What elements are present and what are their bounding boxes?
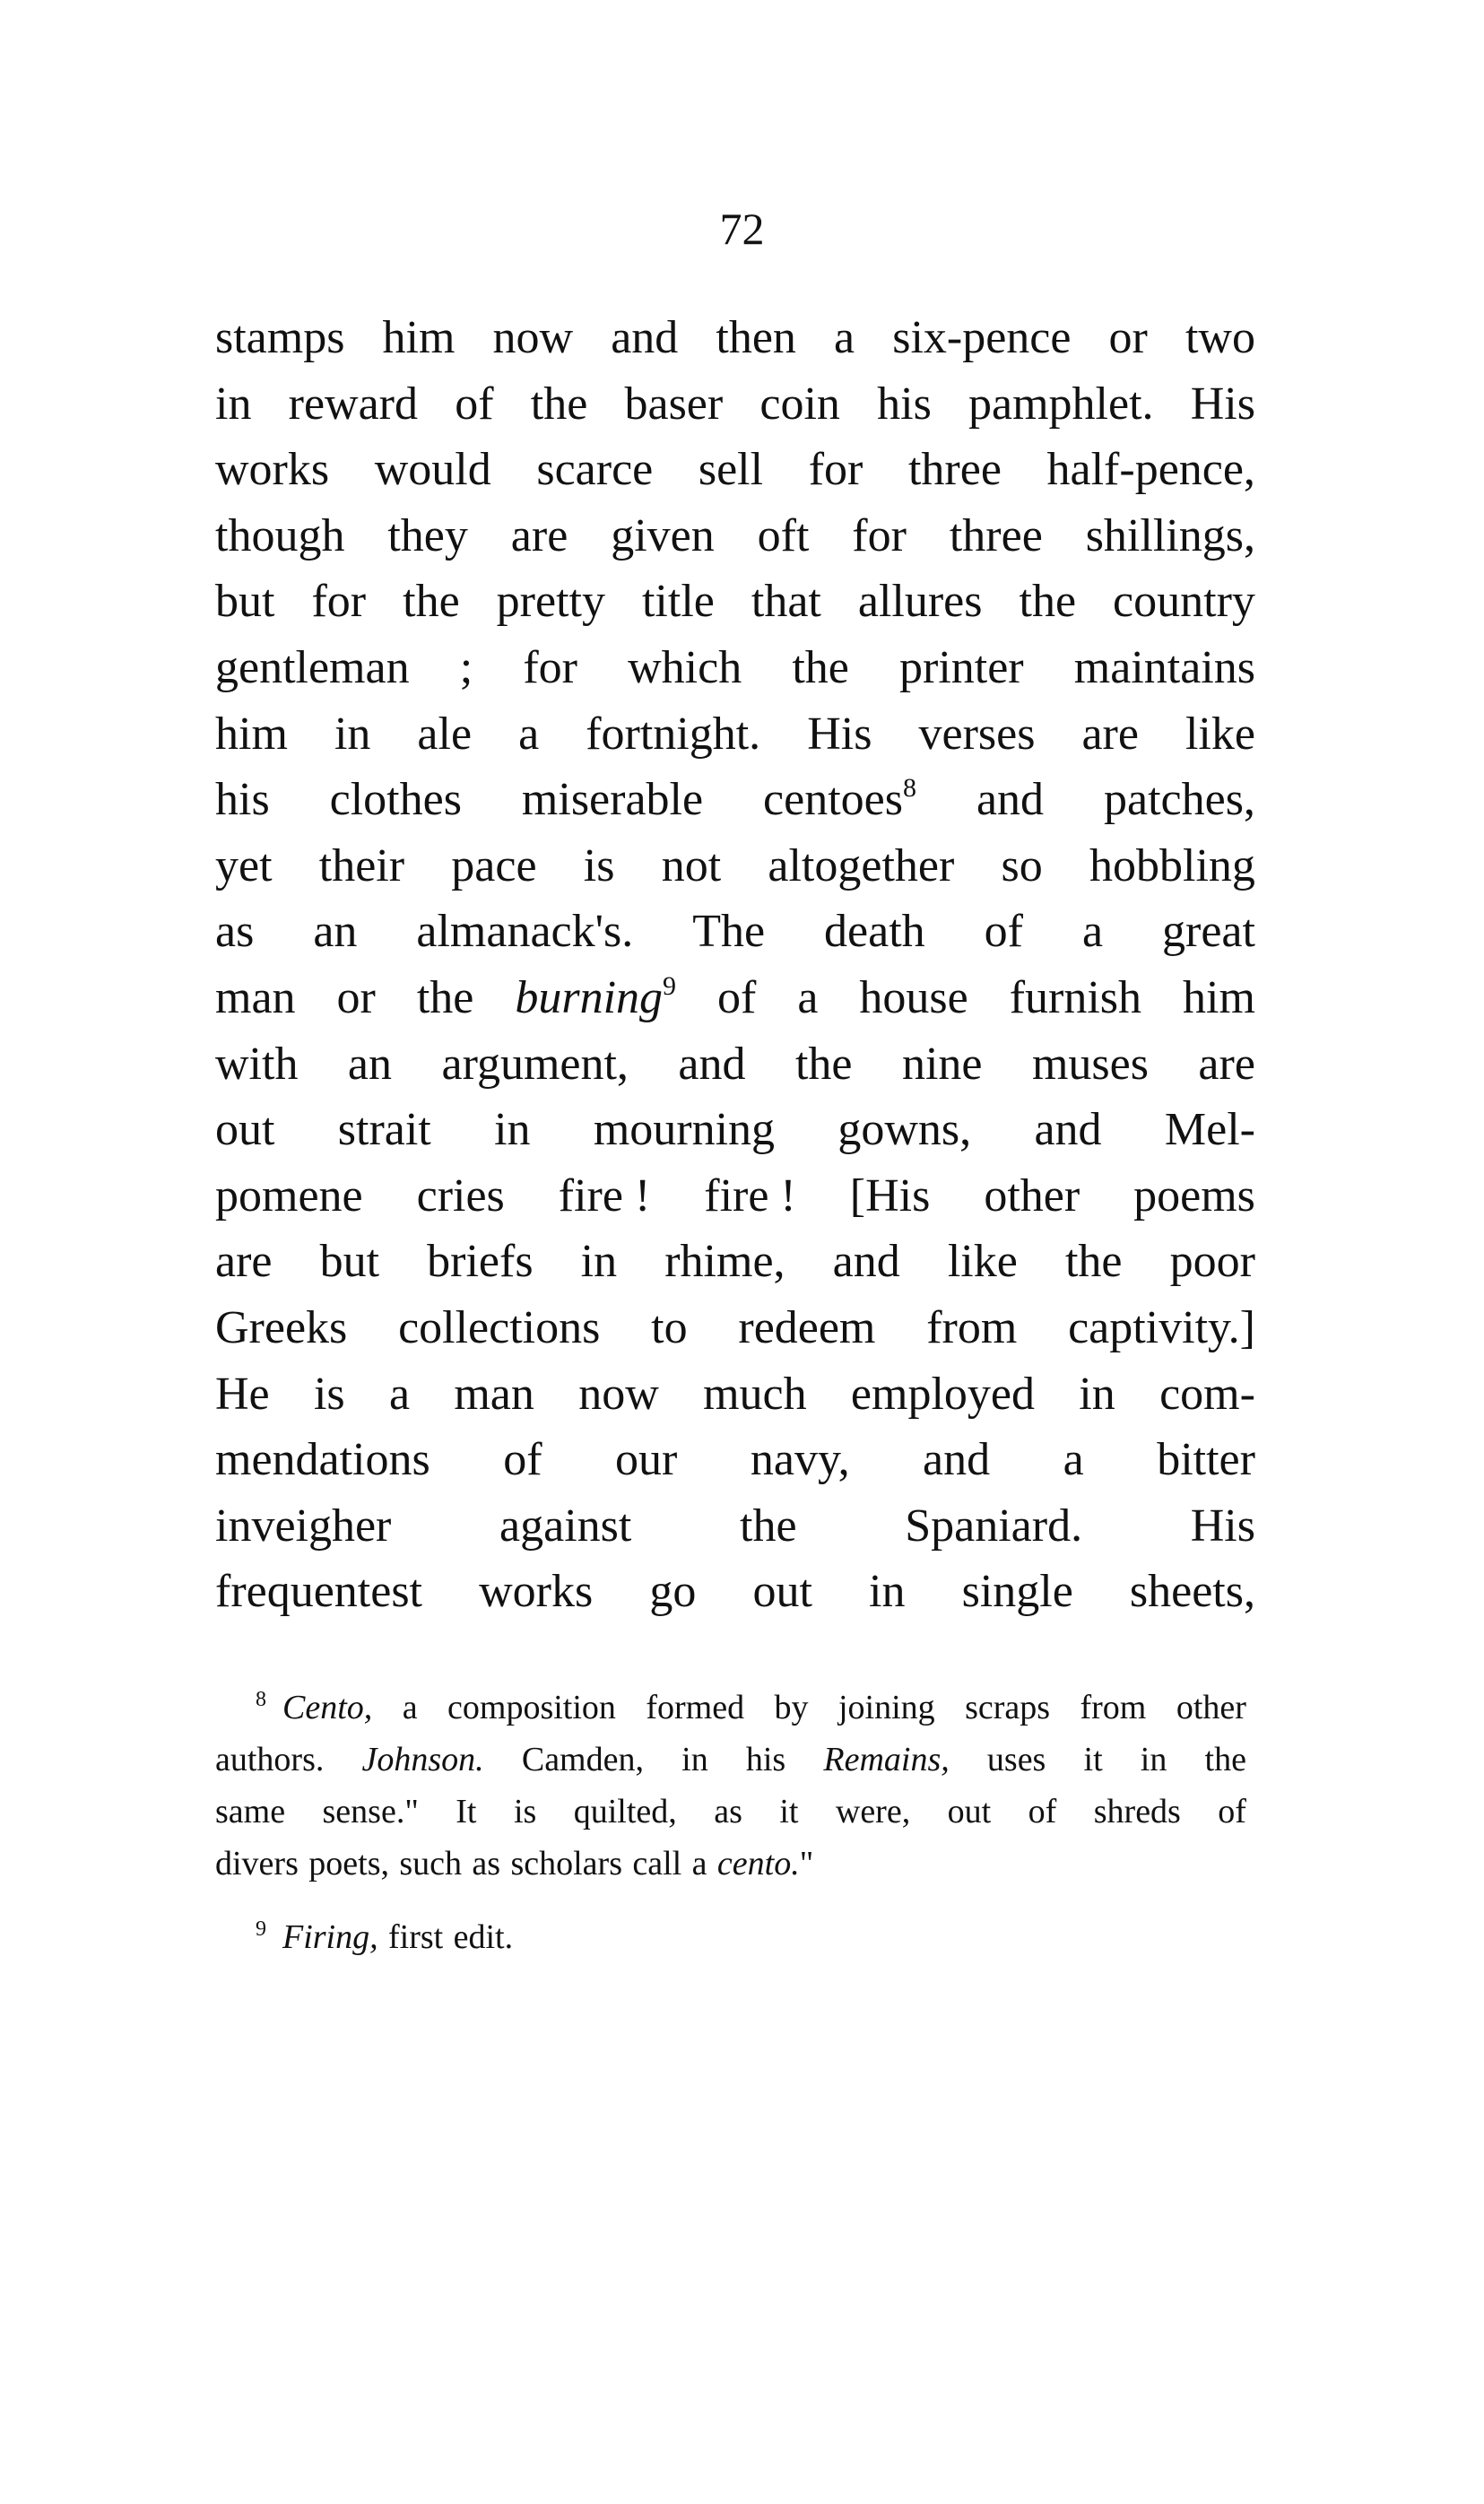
- word: and: [923, 1434, 991, 1486]
- word: frequentest: [215, 1566, 423, 1618]
- word: navy,: [750, 1434, 850, 1486]
- word: briefs: [427, 1236, 534, 1288]
- word: almanack's.: [416, 906, 634, 958]
- word: in: [334, 708, 371, 760]
- footnote-word: Johnson.: [361, 1741, 484, 1778]
- footnote-word: uses: [986, 1741, 1046, 1778]
- word: in: [215, 378, 252, 430]
- word: three: [949, 509, 1043, 561]
- word: centoes$^8$: [763, 773, 916, 826]
- word: man: [454, 1368, 534, 1420]
- word: or: [1108, 312, 1148, 363]
- footnote-word: a: [691, 1845, 707, 1882]
- word: or: [336, 971, 376, 1023]
- footnote-8: [215, 1682, 1246, 1890]
- word: His: [1190, 378, 1255, 430]
- word: to: [651, 1301, 688, 1353]
- word: then: [716, 312, 796, 363]
- word: of: [503, 1434, 542, 1486]
- word: great: [1162, 906, 1255, 958]
- text-line: [215, 503, 1255, 569]
- word: three: [907, 444, 1002, 496]
- word: though: [215, 509, 345, 561]
- word: redeem: [738, 1301, 876, 1353]
- word: in: [1079, 1368, 1115, 1420]
- word: maintains: [1073, 641, 1255, 693]
- word: for: [311, 576, 367, 628]
- word: our: [615, 1434, 678, 1486]
- word: argument,: [441, 1038, 629, 1090]
- word: now: [492, 312, 574, 363]
- word: so: [1001, 839, 1043, 891]
- word: He: [215, 1368, 270, 1420]
- word: yet: [215, 839, 273, 891]
- word: shillings,: [1085, 509, 1255, 561]
- word: sheets,: [1129, 1566, 1255, 1618]
- word: given: [611, 509, 715, 561]
- text-line: [215, 701, 1255, 768]
- page-number: 72: [719, 204, 765, 254]
- word: the: [792, 641, 849, 693]
- word: are: [1198, 1038, 1255, 1090]
- word: inveigher: [215, 1500, 392, 1552]
- word: His: [1190, 1500, 1255, 1552]
- footnote-word: out: [947, 1793, 992, 1830]
- word: [His: [849, 1169, 931, 1222]
- footnote-word: as: [472, 1845, 501, 1882]
- word: a: [388, 1368, 411, 1420]
- footnote-word: sense.": [322, 1793, 419, 1830]
- word: the: [416, 971, 474, 1023]
- word: Mel-: [1164, 1104, 1255, 1156]
- word: the: [1019, 576, 1077, 628]
- footnote-word: the: [1204, 1741, 1246, 1778]
- word: half-pence,: [1046, 444, 1255, 496]
- word: an: [313, 906, 358, 958]
- footnote-word: it: [779, 1793, 799, 1830]
- word: death: [824, 906, 925, 958]
- word: they: [387, 509, 468, 561]
- word: for: [852, 509, 907, 561]
- footnote-word: first: [388, 1918, 444, 1956]
- text-line: [215, 1031, 1255, 1098]
- word: bitter: [1157, 1434, 1255, 1486]
- word: works: [215, 444, 330, 496]
- footnote-reference: 8: [902, 773, 916, 804]
- word: their: [318, 839, 405, 891]
- word: printer: [899, 641, 1024, 693]
- word: are: [1081, 708, 1139, 760]
- word: for: [808, 444, 863, 496]
- word: and: [976, 774, 1045, 826]
- footnote-word: such: [399, 1845, 463, 1882]
- word: country: [1113, 576, 1255, 628]
- word: mendations: [215, 1434, 430, 1486]
- word: altogether: [768, 839, 955, 891]
- word: in: [580, 1236, 618, 1288]
- word: are: [510, 509, 568, 561]
- word: clothes: [329, 774, 462, 826]
- word: six-pence: [892, 312, 1072, 363]
- word: gowns,: [837, 1104, 972, 1156]
- text-line: [215, 899, 1255, 965]
- footnote-word: as: [714, 1793, 742, 1830]
- word: muses: [1031, 1038, 1149, 1090]
- word: his: [877, 378, 932, 430]
- word: a: [834, 312, 855, 363]
- text-line: [215, 1229, 1255, 1295]
- footnote-line: [215, 1786, 1246, 1838]
- word: The: [692, 906, 766, 958]
- footnote-reference: 9: [663, 970, 677, 1001]
- word: against: [499, 1500, 632, 1552]
- word: stamps: [215, 312, 345, 363]
- footnote-word: $^8$ Cento,: [256, 1688, 373, 1726]
- word: man: [215, 971, 296, 1023]
- word: and: [832, 1236, 900, 1288]
- text-line: [215, 1163, 1255, 1230]
- word: like: [1185, 708, 1255, 760]
- word: verses: [918, 708, 1036, 760]
- word: single: [961, 1566, 1073, 1618]
- word: strait: [337, 1104, 431, 1156]
- text-line: [215, 371, 1255, 438]
- footnote-word: from: [1080, 1689, 1147, 1726]
- footnote-mark: 9: [256, 1917, 266, 1941]
- word: gentleman: [215, 641, 410, 693]
- footnote-word: were,: [835, 1793, 911, 1830]
- footnote-word: Camden,: [521, 1741, 644, 1778]
- footnote-word: scraps: [965, 1689, 1051, 1726]
- footnote-word: in: [681, 1741, 708, 1778]
- footnote-word: authors.: [215, 1741, 325, 1778]
- word: captivity.]: [1068, 1301, 1255, 1353]
- word: burning$^9$: [515, 970, 677, 1023]
- word: cries: [416, 1169, 505, 1222]
- footnote-word: in: [1140, 1741, 1167, 1778]
- word: patches,: [1104, 774, 1255, 826]
- word: furnish: [1009, 971, 1142, 1023]
- footnote-9: [215, 1911, 1246, 1963]
- word: a: [797, 971, 819, 1023]
- word: poems: [1133, 1169, 1255, 1222]
- word: a: [518, 708, 540, 760]
- word: ale: [417, 708, 473, 760]
- footnote-word: poets,: [308, 1845, 389, 1882]
- footnote-word: cento.": [716, 1845, 814, 1882]
- word: of: [455, 378, 494, 430]
- footnote-word: of: [1028, 1793, 1057, 1830]
- footnote-mark: 8: [256, 1688, 266, 1711]
- footnote-word: call: [632, 1845, 682, 1882]
- word: and: [1034, 1104, 1102, 1156]
- footnote-word: $^9$ Firing,: [256, 1917, 378, 1956]
- word: coin: [759, 378, 840, 430]
- word: of: [717, 971, 757, 1023]
- word: employed: [850, 1368, 1035, 1420]
- text-line: [215, 569, 1255, 635]
- word: him: [382, 312, 456, 363]
- word: from: [926, 1301, 1018, 1353]
- word: reward: [288, 378, 419, 430]
- text-line: [215, 965, 1255, 1031]
- footnote-word: scholars: [510, 1845, 622, 1882]
- word: now: [578, 1368, 659, 1420]
- word: him: [215, 708, 288, 760]
- text-line: [215, 437, 1255, 503]
- footnote-word: divers: [215, 1845, 299, 1882]
- footnote-word: it: [1083, 1741, 1103, 1778]
- word: but: [215, 576, 275, 628]
- word: the: [740, 1500, 797, 1552]
- word: fortnight.: [586, 708, 761, 760]
- word: is: [583, 839, 615, 891]
- word: is: [313, 1368, 345, 1420]
- text-line: [215, 1427, 1255, 1493]
- word: of: [984, 906, 1023, 958]
- word: go: [649, 1566, 697, 1618]
- word: would: [374, 444, 491, 496]
- word: Spaniard.: [905, 1500, 1083, 1552]
- footnote-word: quilted,: [573, 1793, 677, 1830]
- word: and: [678, 1038, 746, 1090]
- word: other: [984, 1169, 1080, 1222]
- word: and: [611, 312, 679, 363]
- word: miserable: [521, 774, 704, 826]
- footnote-word: a: [402, 1689, 418, 1726]
- word: are: [215, 1236, 273, 1288]
- word: scarce: [536, 444, 654, 496]
- text-line: [215, 1295, 1255, 1361]
- word: allures: [857, 576, 983, 628]
- word: ;: [459, 641, 473, 693]
- word: baser: [624, 378, 724, 430]
- text-line: [215, 767, 1255, 833]
- word: works: [479, 1566, 594, 1618]
- body-text: [215, 305, 1255, 1625]
- word: mourning: [593, 1104, 776, 1156]
- word: hobbling: [1089, 839, 1255, 891]
- word: pace: [451, 839, 537, 891]
- footnote-word: other: [1176, 1689, 1246, 1726]
- word: not: [661, 839, 722, 891]
- footnote-word: by: [774, 1689, 809, 1726]
- word: pamphlet.: [968, 378, 1154, 430]
- footnote-word: Remains,: [823, 1741, 950, 1778]
- text-line: [215, 635, 1255, 701]
- footnote-word: joining: [837, 1689, 935, 1726]
- word: collections: [398, 1301, 601, 1353]
- word: pretty: [496, 576, 605, 628]
- word: pomene: [215, 1169, 363, 1222]
- word: nine: [901, 1038, 983, 1090]
- word: that: [751, 576, 821, 628]
- word: a: [1081, 906, 1104, 958]
- footnote-word: It: [456, 1793, 477, 1830]
- word: him: [1183, 971, 1255, 1023]
- footnote-word: of: [1218, 1793, 1246, 1830]
- word: like: [947, 1236, 1018, 1288]
- footnote-line: [215, 1911, 1246, 1963]
- word: rhime,: [664, 1236, 785, 1288]
- footnote-line: [215, 1682, 1246, 1734]
- footnote-word: edit.: [453, 1918, 514, 1956]
- text-line: [215, 305, 1255, 371]
- text-line: [215, 1493, 1255, 1560]
- word: for: [523, 641, 577, 693]
- word: com-: [1159, 1368, 1255, 1420]
- footnote-word: is: [513, 1793, 537, 1830]
- footnote-word: composition: [447, 1689, 616, 1726]
- footnote-word: his: [745, 1741, 786, 1778]
- word: poor: [1169, 1236, 1255, 1288]
- footnote-word: shreds: [1093, 1793, 1181, 1830]
- text-line: [215, 1361, 1255, 1428]
- word: fire !: [558, 1169, 651, 1222]
- text-line: [215, 1097, 1255, 1163]
- word: fire !: [704, 1169, 796, 1222]
- word: out: [752, 1566, 812, 1618]
- footnote-word: same: [215, 1793, 286, 1830]
- footnote-gap: [215, 1890, 1246, 1911]
- word: title: [641, 576, 715, 628]
- word: in: [494, 1104, 531, 1156]
- word: sell: [698, 444, 764, 496]
- text-line: [215, 1559, 1255, 1625]
- word: out: [215, 1104, 275, 1156]
- word: oft: [757, 509, 810, 561]
- word: His: [807, 708, 872, 760]
- word: but: [319, 1236, 380, 1288]
- text-line: [215, 833, 1255, 900]
- word: Greeks: [215, 1301, 348, 1353]
- word: the: [403, 576, 460, 628]
- word: an: [347, 1038, 393, 1090]
- word: the: [794, 1038, 853, 1090]
- word: a: [1063, 1434, 1084, 1486]
- word: much: [703, 1368, 807, 1420]
- word: two: [1185, 312, 1255, 363]
- word: house: [859, 971, 968, 1023]
- word: in: [869, 1566, 906, 1618]
- word: his: [215, 774, 270, 826]
- footnotes: [215, 1682, 1246, 1963]
- footnote-line: [215, 1734, 1246, 1786]
- word: the: [530, 378, 588, 430]
- word: as: [215, 906, 255, 958]
- footnote-line: [215, 1838, 1246, 1890]
- word: which: [628, 641, 742, 693]
- word: with: [215, 1038, 299, 1090]
- word: the: [1064, 1236, 1123, 1288]
- footnote-word: formed: [646, 1689, 745, 1726]
